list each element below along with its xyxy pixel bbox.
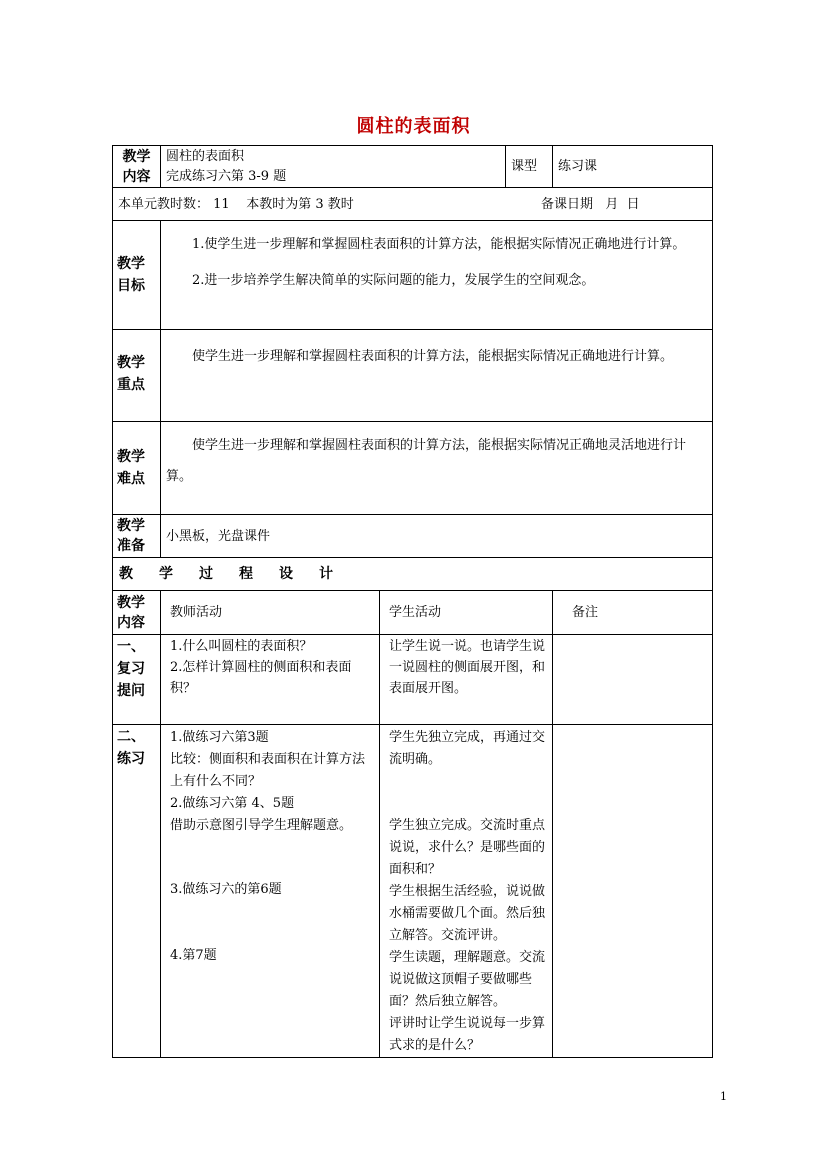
- lesson-type-label: 课型: [506, 146, 553, 188]
- practice-student-2: 学生独立完成。交流时重点说说，求什么？是哪些面的面积和？: [389, 818, 546, 877]
- review-teacher-cell: [161, 635, 380, 725]
- practice-student-5: 评讲时让学生说说每一步算式求的是什么？: [389, 1016, 546, 1053]
- practice-teacher-6: 4.第7题: [170, 948, 217, 963]
- practice-teacher-2: 比较：侧面积和表面积在计算方法上有什么不同？: [170, 752, 366, 789]
- practice-student-4: 学生读题，理解题意。交流说说做这顶帽子要做哪些面？然后独立解答。: [389, 950, 546, 1009]
- hours-cell: [113, 188, 713, 221]
- review-teacher-2: 2.怎样计算圆柱的侧面积和表面积？: [170, 660, 352, 696]
- practice-teacher-5: 3.做练习六的第6题: [170, 882, 282, 897]
- practice-teacher-cell: [161, 725, 380, 1058]
- key-points-cell: [161, 330, 713, 422]
- columns-row: [113, 591, 713, 635]
- goals-row: [113, 221, 713, 330]
- content-row: [113, 146, 713, 188]
- goal-item-1: 1.使学生进一步理解和掌握圆柱表面积的计算方法，能根据实际情况正确地进行计算。: [192, 237, 686, 252]
- review-student: 让学生说一说。也请学生说一说圆柱的侧面展开图，和表面展开图。: [389, 639, 546, 696]
- practice-row: [113, 725, 713, 1058]
- key-points-row: [113, 330, 713, 422]
- page-number: 1: [720, 1090, 727, 1103]
- process-header-row: [113, 558, 713, 591]
- preparation-row: [113, 515, 713, 558]
- key-points-label: 教学重点: [113, 330, 161, 422]
- goal-item-2: 2.进一步培养学生解决简单的实际问题的能力，发展学生的空间观念。: [192, 273, 595, 288]
- practice-student-cell: [380, 725, 553, 1058]
- review-student-cell: [380, 635, 553, 725]
- content-line-2: 完成练习六第 3-9 题: [166, 169, 287, 184]
- practice-teacher-3: 2.做练习六第 4、5题: [170, 796, 295, 811]
- difficulties-row: [113, 422, 713, 515]
- practice-teacher-4: 借助示意图引导学生理解题意。: [170, 818, 353, 833]
- unit-hours: 本单元教时数： 11 本教时为第 3 教时: [118, 196, 354, 212]
- difficulties-text: 使学生进一步理解和掌握圆柱表面积的计算方法，能根据实际情况正确地灵活地进行计算。: [166, 438, 687, 484]
- content-cell: [161, 146, 506, 188]
- review-label: 一、复习 提问: [113, 635, 161, 725]
- review-row: [113, 635, 713, 725]
- difficulties-label: 教学难点: [113, 422, 161, 515]
- practice-teacher-1: 1.做练习六第3题: [170, 730, 269, 745]
- review-notes: [553, 635, 713, 725]
- content-label: 教学内容: [113, 146, 161, 188]
- preparation-text: 小黑板，光盘课件: [161, 515, 713, 558]
- preparation-label: 教学准备: [113, 515, 161, 558]
- prep-date: 备课日期 月 日: [541, 197, 640, 212]
- goals-cell: [161, 221, 713, 330]
- difficulties-cell: [161, 422, 713, 515]
- content-line-1: 圆柱的表面积: [166, 149, 245, 164]
- column-content: 教学内容: [113, 591, 161, 635]
- process-header: 教学过程设计: [113, 558, 713, 591]
- column-teacher: 教师活动: [161, 591, 380, 635]
- practice-notes: [553, 725, 713, 1058]
- practice-label: 二、练习: [113, 725, 161, 1058]
- key-points-text: 使学生进一步理解和掌握圆柱表面积的计算方法，能根据实际情况正确地进行计算。: [192, 349, 674, 364]
- review-teacher-1: 1.什么叫圆柱的表面积？: [170, 639, 313, 654]
- goals-label: 教学目标: [113, 221, 161, 330]
- hours-row: [113, 188, 713, 221]
- column-student: 学生活动: [380, 591, 553, 635]
- practice-student-3: 学生根据生活经验，说说做水桶需要做几个面。然后独立解答。交流评讲。: [389, 884, 546, 943]
- page-title: 圆柱的表面积: [356, 116, 471, 137]
- lesson-type-value: 练习课: [553, 146, 713, 188]
- lesson-plan-table: [112, 145, 713, 1058]
- column-notes: 备注: [553, 591, 713, 635]
- practice-student-1: 学生先独立完成，再通过交流明确。: [389, 730, 546, 767]
